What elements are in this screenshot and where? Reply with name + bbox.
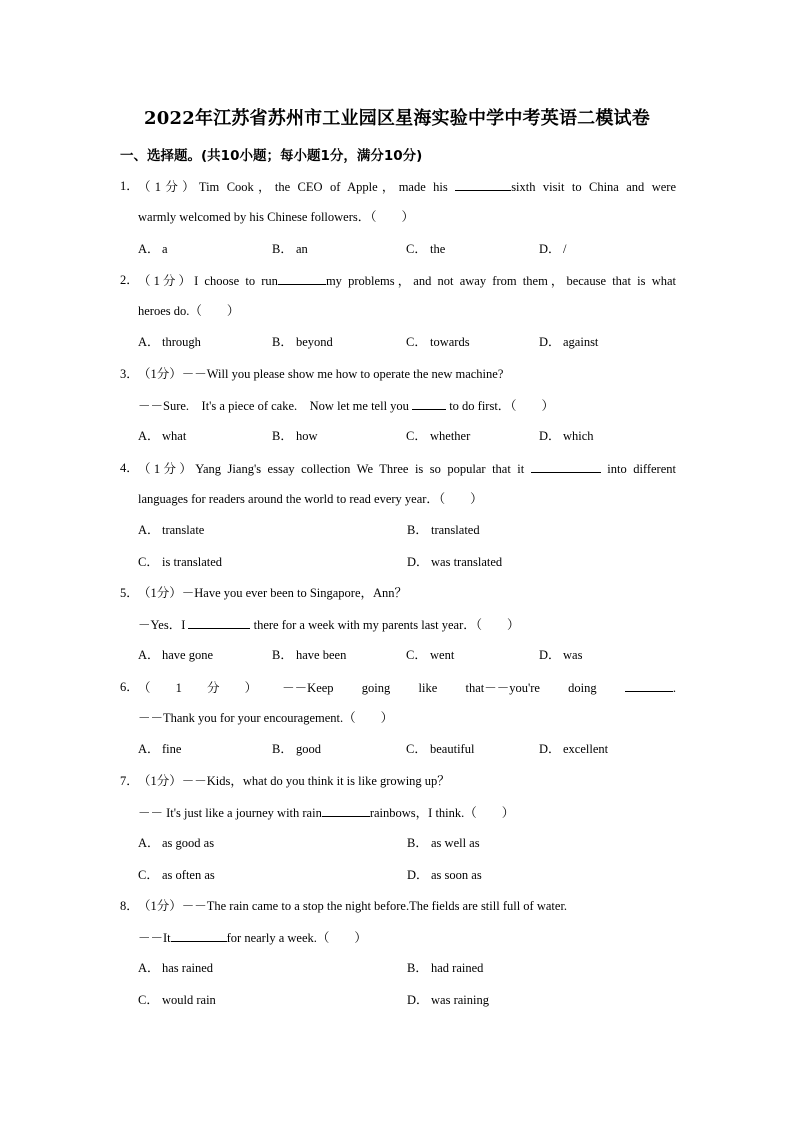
options-row xyxy=(120,520,676,551)
answer-option[interactable] xyxy=(272,645,406,676)
question-number: 6． xyxy=(120,679,139,694)
question-stem-line xyxy=(120,176,676,207)
option-text: beyond xyxy=(296,335,333,350)
answer-option[interactable] xyxy=(138,865,407,896)
option-text: excellent xyxy=(563,742,609,757)
option-letter: D． xyxy=(539,241,561,256)
option-letter: D． xyxy=(539,742,561,757)
answer-option[interactable] xyxy=(272,426,406,457)
answer-option[interactable] xyxy=(406,739,539,770)
option-text: beautiful xyxy=(430,742,475,757)
answer-option[interactable] xyxy=(539,426,673,457)
answer-blank xyxy=(171,927,227,942)
question-item xyxy=(120,458,676,583)
question-stem-line: －Yes．I there for a week with my parents last year．（ ） xyxy=(120,614,676,645)
option-letter: A． xyxy=(138,836,160,851)
option-text: is translated xyxy=(162,554,223,569)
question-stem-line: heroes do.（ ） xyxy=(138,304,240,319)
question-stem-line xyxy=(120,364,676,395)
question-stem-line xyxy=(120,458,676,489)
answer-option[interactable] xyxy=(138,833,407,864)
option-text: what xyxy=(162,429,187,444)
answer-option[interactable] xyxy=(406,426,539,457)
question-stem-line xyxy=(120,583,676,614)
option-letter: A． xyxy=(138,241,160,256)
question-stem: （1分）－－Kids，what do you think it is like growing up？ xyxy=(138,773,450,788)
option-letter: A． xyxy=(138,523,160,538)
option-text: was translated xyxy=(431,554,503,569)
options-row xyxy=(120,865,676,896)
options-row xyxy=(120,645,676,676)
question-number: 8． xyxy=(120,898,139,913)
question-item xyxy=(120,771,676,896)
option-text: fine xyxy=(162,742,182,757)
option-text: translated xyxy=(431,523,480,538)
option-letter: B． xyxy=(272,429,293,444)
question-stem: （1分）－－Will you please show me how to operate the new machine? xyxy=(138,366,504,381)
option-text: would rain xyxy=(162,992,216,1007)
option-text: has rained xyxy=(162,961,214,976)
option-letter: C． xyxy=(138,992,159,1007)
option-letter: D． xyxy=(539,648,561,663)
option-text: towards xyxy=(430,335,470,350)
option-letter: D． xyxy=(407,992,429,1007)
answer-option[interactable] xyxy=(539,645,673,676)
answer-option[interactable] xyxy=(539,739,673,770)
answer-blank xyxy=(455,176,511,191)
question-stem: （1分）I choose to run my problems，and not away from them，because that is what xyxy=(138,270,676,301)
answer-option[interactable] xyxy=(407,865,676,896)
question-number: 1． xyxy=(120,179,139,193)
question-stem: （1分）Tim Cook，the CEO of Apple，made his sixth visit to China and were xyxy=(138,176,676,207)
answer-option[interactable] xyxy=(407,958,676,989)
answer-option[interactable] xyxy=(138,332,272,363)
options-row xyxy=(120,833,676,864)
question-item xyxy=(120,896,676,1021)
question-stem-line xyxy=(120,771,676,802)
answer-blank xyxy=(322,802,370,817)
question-stem-line: －－Thank you for your encouragement.（ ） xyxy=(138,711,394,726)
option-text: a xyxy=(162,241,168,256)
option-letter: C． xyxy=(406,335,427,350)
answer-option[interactable] xyxy=(138,739,272,770)
option-text: how xyxy=(296,429,318,444)
option-text: have been xyxy=(296,648,347,663)
answer-option[interactable] xyxy=(138,426,272,457)
option-text: / xyxy=(563,241,567,256)
option-letter: B． xyxy=(407,961,428,976)
question-number: 2． xyxy=(120,272,139,287)
question-stem-line: －－It for nearly a week.（ ） xyxy=(120,927,676,958)
option-letter: B． xyxy=(272,742,293,757)
question-stem: （1分）－Have you ever been to Singapore，Ann？ xyxy=(138,585,408,600)
option-text: was xyxy=(563,648,583,663)
option-letter: B． xyxy=(407,836,428,851)
options-row xyxy=(120,332,676,363)
answer-option[interactable] xyxy=(539,332,673,363)
answer-option[interactable] xyxy=(406,645,539,676)
option-letter: A． xyxy=(138,961,160,976)
options-row xyxy=(120,239,676,270)
question-item xyxy=(120,270,676,364)
answer-option[interactable] xyxy=(407,520,676,551)
page-title: 2022年江苏省苏州市工业园区星海实验中学中考英语二模试卷 xyxy=(144,108,650,129)
answer-blank xyxy=(625,677,673,692)
question-stem: （1分）Yang Jiang's essay collection We Three is so popular that it into different xyxy=(138,458,676,489)
answer-option[interactable] xyxy=(138,958,407,989)
question-stem-line xyxy=(120,896,676,927)
option-letter: A． xyxy=(138,742,160,757)
option-letter: C． xyxy=(406,742,427,757)
option-text: as good as xyxy=(162,836,215,851)
option-text: an xyxy=(296,241,308,256)
option-letter: C． xyxy=(138,554,159,569)
option-text: as soon as xyxy=(431,867,482,882)
option-text: have gone xyxy=(162,648,214,663)
option-text: against xyxy=(563,335,599,350)
answer-option[interactable] xyxy=(407,990,676,1021)
answer-option[interactable] xyxy=(138,239,272,270)
answer-option[interactable] xyxy=(138,520,407,551)
answer-option[interactable] xyxy=(138,645,272,676)
option-text: the xyxy=(430,241,446,256)
answer-option[interactable] xyxy=(406,332,539,363)
question-number: 5． xyxy=(120,585,139,600)
options-row xyxy=(120,958,676,989)
option-text: whether xyxy=(430,429,471,444)
section-heading: 一、选择题。(共10小题；每小题1分，满分10分) xyxy=(120,148,423,164)
option-letter: D． xyxy=(407,554,429,569)
options-row xyxy=(120,990,676,1021)
question-number: 3． xyxy=(120,366,139,381)
question-stem-line: －－Sure. It's a piece of cake. Now let me tell you to do first．（ ） xyxy=(120,395,676,426)
option-text: as well as xyxy=(431,836,480,851)
option-letter: B． xyxy=(272,648,293,663)
option-letter: C． xyxy=(406,241,427,256)
option-letter: B． xyxy=(272,241,293,256)
option-text: good xyxy=(296,742,321,757)
option-letter: A． xyxy=(138,335,160,350)
question-stem-line: －－ It's just like a journey with rain rainbows，I think.（ ） xyxy=(120,802,676,833)
answer-option[interactable] xyxy=(407,833,676,864)
answer-option[interactable] xyxy=(272,739,406,770)
option-text: translate xyxy=(162,523,205,538)
answer-option[interactable] xyxy=(138,552,407,583)
question-stem-line xyxy=(120,270,676,301)
option-text: was raining xyxy=(431,992,489,1007)
option-letter: C． xyxy=(138,867,159,882)
question-stem-line: languages for readers around the world to read every year．（ ） xyxy=(138,491,483,506)
option-letter: C． xyxy=(406,429,427,444)
question-stem: （1分）－－The rain came to a stop the night before.The fields are still full of water. xyxy=(138,898,568,913)
options-row xyxy=(120,552,676,583)
question-stem-line xyxy=(120,677,676,708)
answer-option[interactable] xyxy=(272,332,406,363)
answer-option[interactable] xyxy=(272,239,406,270)
question-stem: （1分）－－Keep going like that－－you're doing . xyxy=(138,677,676,708)
question-item xyxy=(120,364,676,458)
answer-blank xyxy=(531,458,601,473)
option-text: had rained xyxy=(431,961,484,976)
question-list xyxy=(120,176,676,1021)
question-item xyxy=(120,583,676,677)
answer-blank xyxy=(188,614,250,629)
option-text: as often as xyxy=(162,867,215,882)
options-row xyxy=(120,426,676,457)
answer-option[interactable] xyxy=(406,239,539,270)
answer-option[interactable] xyxy=(138,990,407,1021)
question-item xyxy=(120,677,676,771)
answer-blank xyxy=(412,395,446,410)
options-row xyxy=(120,739,676,770)
question-stem-line: warmly welcomed by his Chinese followers．（ ） xyxy=(138,210,414,225)
question-number: 4． xyxy=(120,460,139,475)
option-text: went xyxy=(430,648,455,663)
question-item xyxy=(120,176,676,270)
option-letter: D． xyxy=(407,867,429,882)
option-letter: B． xyxy=(272,335,293,350)
answer-option[interactable] xyxy=(407,552,676,583)
option-letter: A． xyxy=(138,429,160,444)
option-letter: B． xyxy=(407,523,428,538)
answer-blank xyxy=(278,270,326,285)
option-text: which xyxy=(563,429,594,444)
option-letter: D． xyxy=(539,429,561,444)
option-letter: D． xyxy=(539,335,561,350)
option-letter: A． xyxy=(138,648,160,663)
option-text: through xyxy=(162,335,201,350)
question-number: 7． xyxy=(120,773,139,788)
answer-option[interactable] xyxy=(539,239,673,270)
option-letter: C． xyxy=(406,648,427,663)
